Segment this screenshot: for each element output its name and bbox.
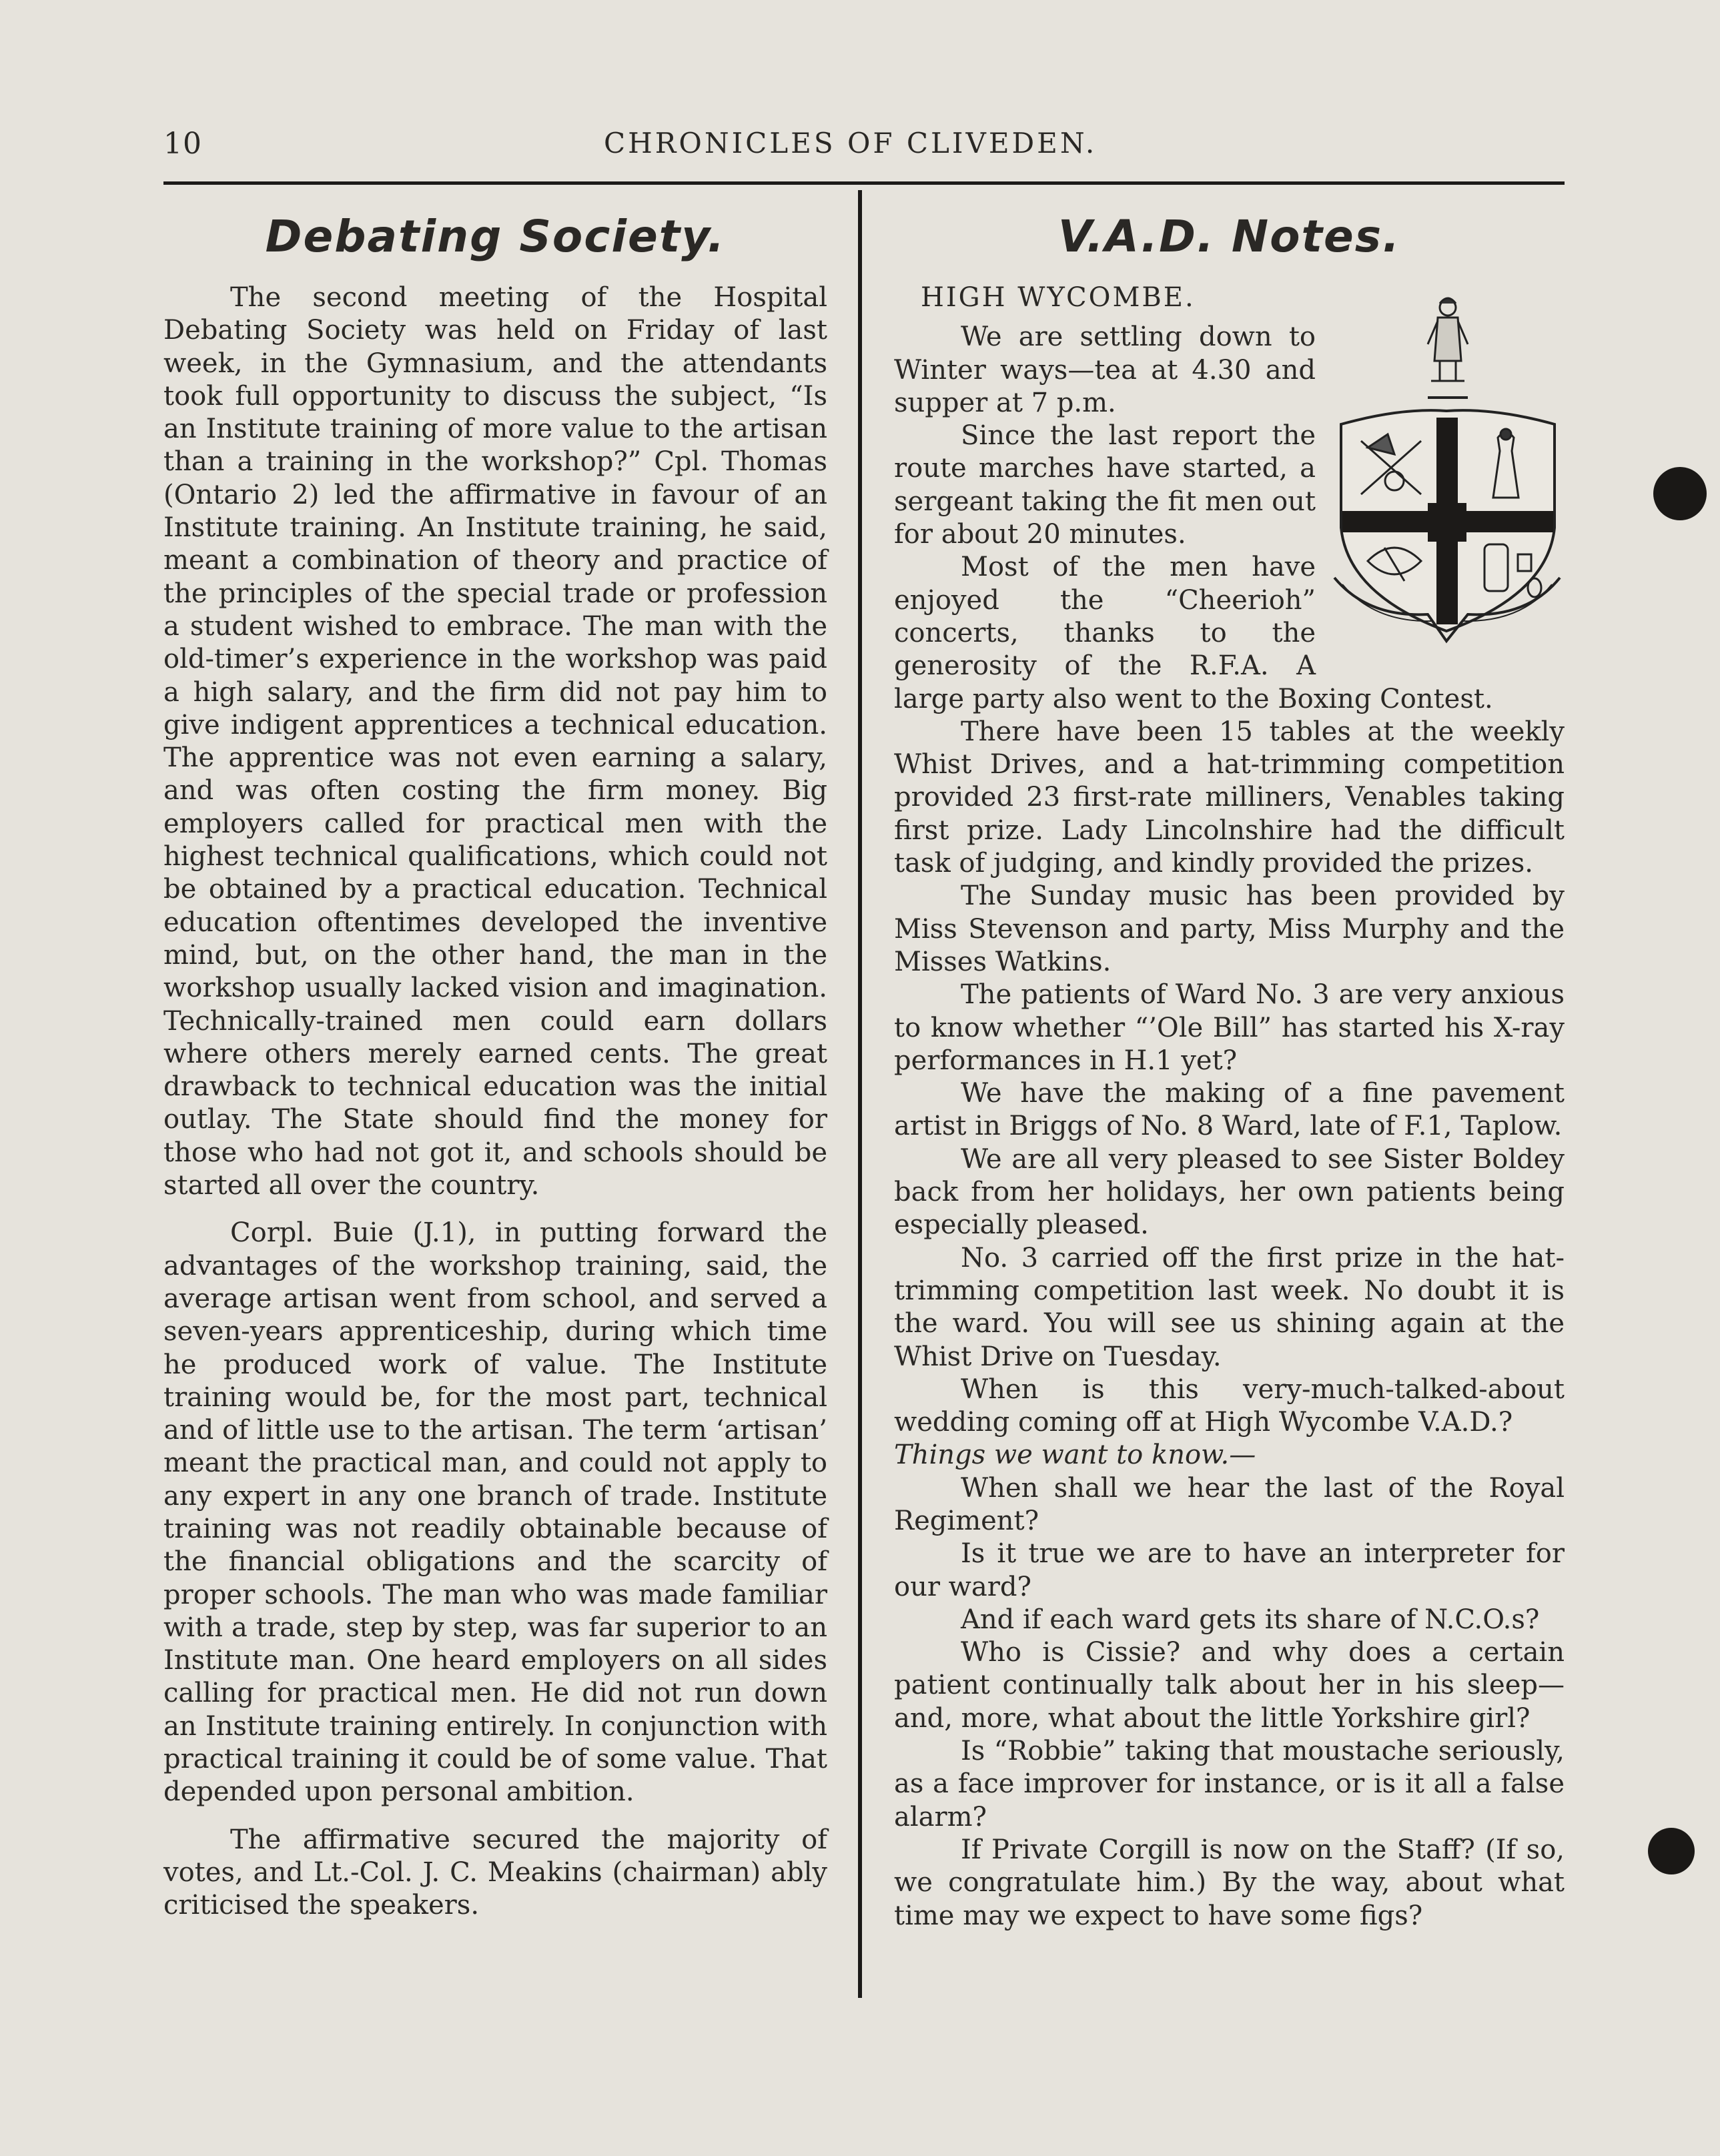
article-paragraph: Corpl. Buie (J.1), in putting forward the advantages of the workshop training, said, the average artisan went from school, and served a seven-years apprenticeship, during which time he produced work of value. The Institute training would be, for the most part, technical and of little use to the artisan. The term ‘artisan’ meant the practical man, and could not apply to any expert in any one branch of trade. Institute training was not readily obtainable because of the financial obligations and the scarcity of proper schools. The man who was made familiar with a trade, step by step, was far superior to an Institute man. One heard employers on all sides calling for practical men. He did not run down an Institute training entirely. In conjunction with practical training it could be of some value. That depended upon personal ambition. [163, 1217, 827, 1808]
page-hole-mark [1648, 1828, 1695, 1874]
things-heading: Things we want to know.— [894, 1440, 1256, 1471]
article-paragraph: No. 3 carried off the first prize in the hat-trimming competition last week. No doubt it is the ward. You will see us shining again at the Whist Drive on Tuesday. [894, 1242, 1565, 1372]
column-divider [858, 190, 862, 1998]
article-paragraph: When is this very-much-talked-about wedding coming off at High Wycombe V.A.D.? [894, 1374, 1565, 1438]
article-paragraph: We are all very pleased to see Sister Boldey back from her holidays, her own patients being especially pleased. [894, 1143, 1565, 1241]
things-item: Who is Cissie? and why does a certain patient continually talk about her in his sleep—and, more, what about the little Yorkshire girl? [894, 1637, 1565, 1734]
article-paragraph: We have the making of a fine pavement artist in Briggs of No. 8 Ward, late of F.1, Taplow. [894, 1078, 1565, 1142]
crest-icon [1328, 281, 1565, 654]
article-paragraph: The Sunday music has been provided by Miss Stevenson and party, Miss Murphy and the Misses Watkins. [894, 881, 1565, 977]
things-item: And if each ward gets its share of N.C.O.s? [961, 1604, 1540, 1635]
article-title: V.A.D. Notes. [1057, 211, 1401, 262]
things-item: When shall we hear the last of the Royal Regiment? [894, 1472, 1565, 1536]
article-paragraph: There have been 15 tables at the weekly Whist Drives, and a hat-trimming competition provided 23 first-rate milliners, Venables taking first prize. Lady Lincolnshire had the difficult task of judging, and kindly provided the prizes. [894, 716, 1565, 879]
article-paragraph: Most of the men have enjoyed the “Cheerioh” concerts, thanks to the generosity of the R.F.A. A large party also went to the Boxing Contest. [894, 552, 1493, 714]
section-subhead: HIGH WYCOMBE. [921, 282, 1196, 313]
article-paragraph: The patients of Ward No. 3 are very anxious to know whether “’Ole Bill” has started his X-ray performances in H.1 yet? [894, 979, 1565, 1076]
header-rule [163, 181, 1565, 185]
vad-notes-article [894, 207, 1565, 1933]
article-paragraph: The affirmative secured the majority of votes, and Lt.-Col. J. C. Meakins (chairman) ably criticised the speakers. [163, 1824, 827, 1921]
running-title: CHRONICLES OF CLIVEDEN. [604, 127, 1098, 159]
crest-illustration [1328, 281, 1565, 654]
article-title: Debating Society. [265, 211, 726, 262]
things-item: Is “Robbie” taking that moustache seriously, as a face improver for instance, or is it all a false alarm? [894, 1736, 1565, 1832]
things-item: Is it true we are to have an interpreter for our ward? [894, 1538, 1565, 1602]
page-header [163, 127, 1565, 173]
article-paragraph: The second meeting of the Hospital Debating Society was held on Friday of last week, in the Gymnasium, and the attendants took full opportunity to discuss the subject, “Is an Institute training of more value to the artisan than a training in the workshop?” Cpl. Thomas (Ontario 2) led the affirmative in favour of an Institute training. An Institute training, he said, meant a combination of theory and practice of the principles of the special trade or profession a student wished to embrace. The man with the old-timer’s experience in the workshop was paid a high salary, and the firm did not pay him to give indigent apprentices a technical education. The apprentice was not even earning a salary, and was often costing the firm money. Big employers called for practical men with the highest technical qualifications, which could not be obtained by a practical education. Technical education oftentimes developed the inventive mind, but, on the other hand, the man in the workshop usually lacked vision and imagination. Technically-trained men could earn dollars where others merely earned cents. The great drawback to technical education was the initial outlay. The State should find the money for those who had not got it, and schools should be started all over the country. [163, 282, 827, 1201]
things-item: If Private Corgill is now on the Staff? (If so, we congratulate him.) By the way, about what time may we expect to have some figs? [894, 1834, 1565, 1931]
article-paragraph: Since the last report the route marches have started, a sergeant taking the fit men out for about 20 minutes. [894, 420, 1316, 550]
article-paragraph: We are settling down to Winter ways—tea at 4.30 and supper at 7 p.m. [894, 322, 1316, 418]
debating-society-article [163, 207, 827, 1923]
page-hole-mark [1653, 467, 1707, 520]
page-number: 10 [163, 127, 202, 161]
